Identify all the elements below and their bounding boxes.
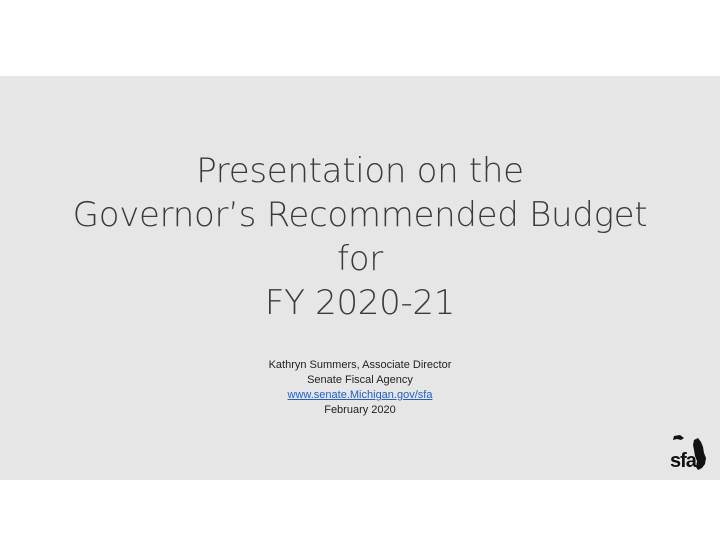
title-line-4: FY 2020-21 [264,283,456,323]
title-line-3: for [337,239,383,279]
presentation-date: February 2020 [324,404,396,416]
sfa-logo-text: sfa [670,450,696,472]
presenter-name: Kathryn Summers, Associate Director [268,359,452,371]
presenter-info [0,358,720,418]
website-link[interactable]: www.senate.Michigan.gov/sfa [287,389,433,401]
title-line-1: Presentation on the [196,151,524,191]
slide-title [0,149,720,325]
agency-name: Senate Fiscal Agency [307,374,413,386]
title-line-2: Governor’s Recommended Budget [72,195,648,235]
slide [0,76,720,480]
